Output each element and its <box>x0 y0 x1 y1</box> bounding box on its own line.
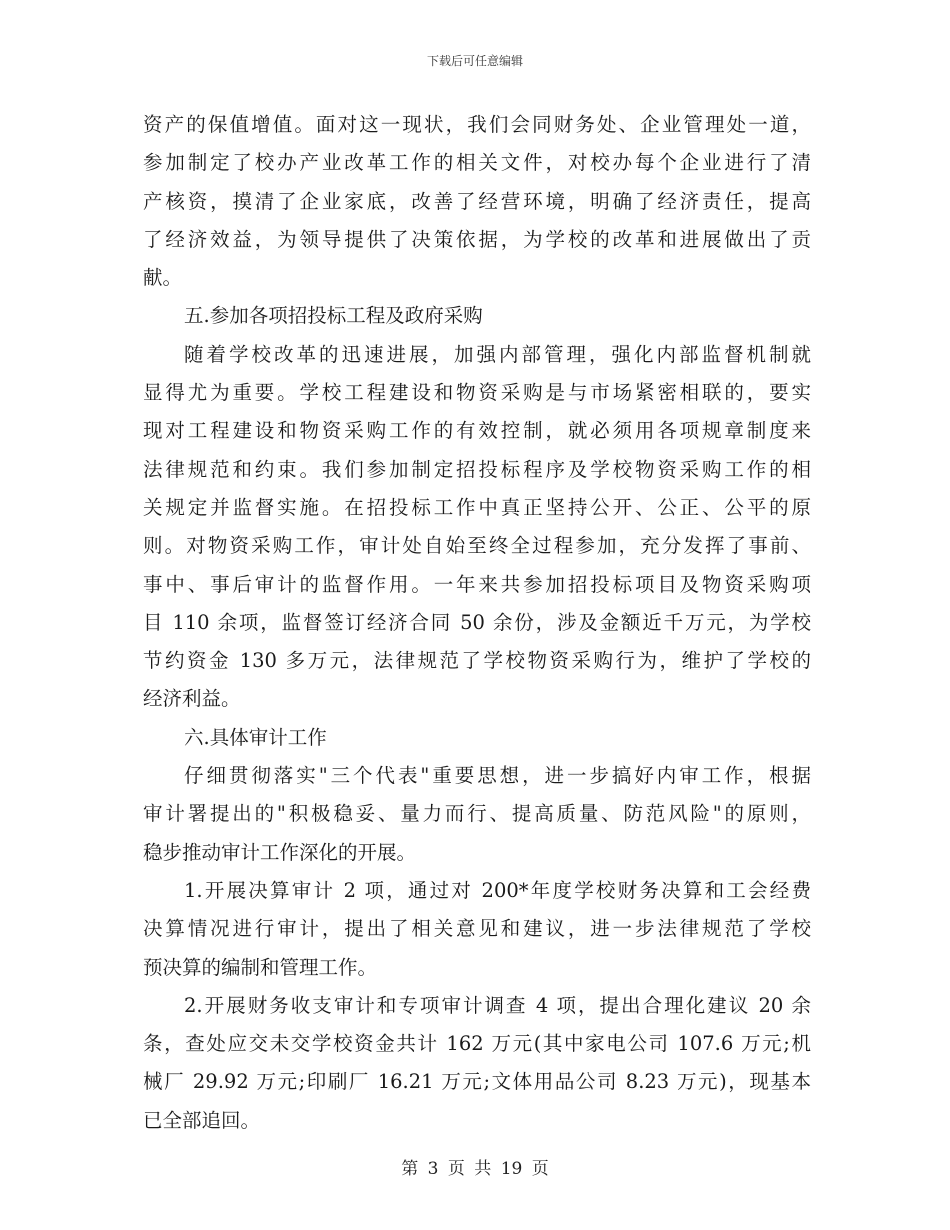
text-line: 资产的保值增值。面对这一现状，我们会同财务处、企业管理处一道， <box>143 113 811 136</box>
text-line: 经济利益。 <box>143 687 241 711</box>
text-line: 现对工程建设和物资采购工作的有效控制，就必须用各项规章制度来 <box>143 419 811 443</box>
text-line: 节约资金 130 多万元，法律规范了学校物资采购行为，维护了学校的 <box>143 649 811 673</box>
text-line: 事中、事后审计的监督作用。一年来共参加招投标项目及物资采购项 <box>143 572 811 596</box>
document-body <box>143 106 811 1140</box>
text-line: 献。 <box>143 266 183 290</box>
text-line: 决算情况进行审计，提出了相关意见和建议，进一步法律规范了学校 <box>143 917 811 941</box>
text-line: 显得尤为重要。学校工程建设和物资采购是与市场紧密相联的，要实 <box>143 381 811 405</box>
text-line: 则。对物资采购工作，审计处自始至终全过程参加，充分发挥了事前、 <box>143 534 811 558</box>
text-line: 械厂 29.92 万元;印刷厂 16.21 万元;文体用品公司 8.23 万元)，现基本 <box>143 1070 811 1094</box>
text-line: 仔细贯彻落实"三个代表"重要思想，进一步搞好内审工作，根据 <box>184 764 811 788</box>
text-line: 参加制定了校办产业改革工作的相关文件，对校办每个企业进行了清 <box>143 151 811 175</box>
text-line: 六.具体审计工作 <box>184 725 327 749</box>
text-line: 随着学校改革的迅速进展，加强内部管理，强化内部监督机制就 <box>184 342 811 366</box>
text-line: 了经济效益，为领导提供了决策依据，为学校的改革和进展做出了贡 <box>143 227 811 251</box>
text-line: 关规定并监督实施。在招投标工作中真正坚持公开、公正、公平的原 <box>143 495 811 519</box>
text-line: 预决算的编制和管理工作。 <box>143 955 378 979</box>
text-line: 1.开展决算审计 2 项，通过对 200*年度学校财务决算和工会经费 <box>184 878 811 902</box>
text-line: 产核资，摸清了企业家底，改善了经营环境，明确了经济责任，提高 <box>143 189 811 213</box>
text-line: 审计署提出的"积极稳妥、量力而行、提高质量、防范风险"的原则， <box>143 802 811 826</box>
text-line: 2.开展财务收支审计和专项审计调查 4 项，提出合理化建议 20 余 <box>184 993 811 1017</box>
text-line: 已全部追回。 <box>143 1108 261 1132</box>
page-header: 下载后可任意编辑 <box>426 54 523 68</box>
text-line: 五.参加各项招投标工程及政府采购 <box>184 304 483 328</box>
text-line: 条，查处应交未交学校资金共计 162 万元(其中家电公司 107.6 万元;机 <box>143 1032 811 1056</box>
page-footer: 第 3 页 共 19 页 <box>401 1159 549 1179</box>
text-line: 目 110 余项，监督签订经济合同 50 余份，涉及金额近千万元，为学校 <box>143 610 811 634</box>
text-line: 稳步推动审计工作深化的开展。 <box>143 840 417 864</box>
text-line: 法律规范和约束。我们参加制定招投标程序及学校物资采购工作的相 <box>143 457 811 481</box>
